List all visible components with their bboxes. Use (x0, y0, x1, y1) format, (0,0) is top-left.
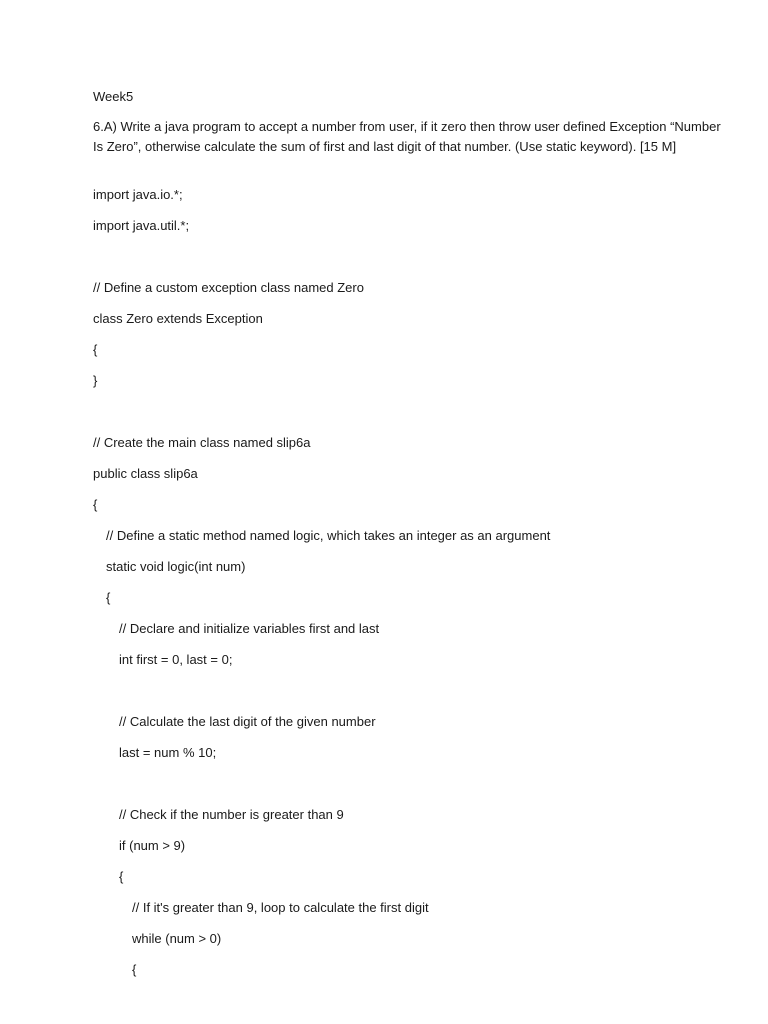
code-line: int first = 0, last = 0; (119, 652, 233, 667)
code-line: public class slip6a (93, 466, 198, 481)
code-comment: // Define a static method named logic, which takes an integer as an argument (106, 528, 551, 543)
question-text: 6.A) Write a java program to accept a number from user, if it zero then throw user defined Exception “Number Is Zero”, otherwise calculate the sum of first and last digit of that number. (Use static keyword). [15 M] (93, 119, 721, 154)
code-line: if (num > 9) (119, 838, 186, 853)
page-heading: Week5 (93, 89, 134, 104)
code-line: last = num % 10; (119, 745, 217, 760)
code-line: { (132, 962, 137, 977)
code-comment: // Define a custom exception class named Zero (93, 280, 364, 295)
code-line: while (num > 0) (132, 931, 222, 946)
code-line: { (93, 342, 98, 357)
code-comment: // If it's greater than 9, loop to calculate the first digit (132, 900, 429, 915)
code-line: { (119, 869, 124, 884)
code-line: } (93, 373, 98, 388)
code-line: import java.io.*; (93, 187, 183, 202)
code-comment: // Calculate the last digit of the given number (119, 714, 376, 729)
code-line: import java.util.*; (93, 218, 190, 233)
code-comment: // Check if the number is greater than 9 (119, 807, 344, 822)
code-line: static void logic(int num) (106, 559, 246, 574)
code-comment: // Create the main class named slip6a (93, 435, 311, 450)
code-line: { (106, 590, 111, 605)
code-comment: // Declare and initialize variables first and last (119, 621, 380, 636)
code-line: { (93, 497, 98, 512)
code-line: class Zero extends Exception (93, 311, 263, 326)
